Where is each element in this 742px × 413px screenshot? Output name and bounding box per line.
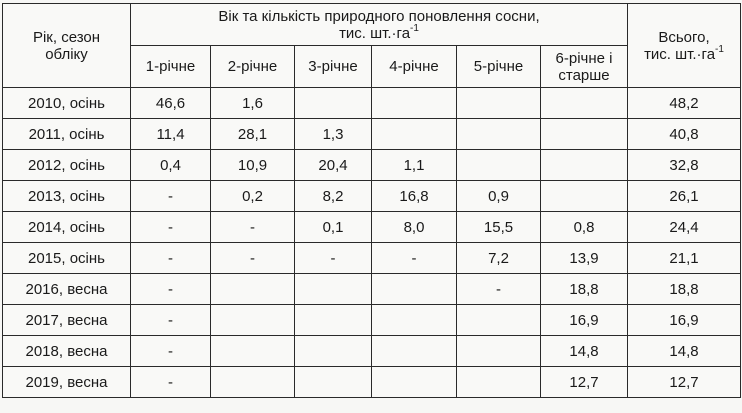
cell-age-4: - — [372, 243, 457, 274]
cell-age-4 — [372, 367, 457, 398]
age-5-header: 5-річне — [457, 46, 541, 88]
row-year-season: 2014, осінь — [3, 212, 131, 243]
cell-age-4: 16,8 — [372, 181, 457, 212]
row-total: 26,1 — [628, 181, 741, 212]
row-total: 24,4 — [628, 212, 741, 243]
row-total: 18,8 — [628, 274, 741, 305]
cell-age-2: - — [211, 212, 295, 243]
row-year-season: 2015, осінь — [3, 243, 131, 274]
age-3-header: 3-річне — [295, 46, 372, 88]
cell-age-1: - — [131, 181, 211, 212]
cell-age-1: - — [131, 336, 211, 367]
cell-age-6: 16,9 — [541, 305, 628, 336]
row-total: 16,9 — [628, 305, 741, 336]
cell-age-4 — [372, 305, 457, 336]
cell-age-3 — [295, 336, 372, 367]
age-group-header-line-1: Вік та кількість природного поновлення сосни, — [218, 7, 540, 25]
cell-age-6 — [541, 181, 628, 212]
header-row-top — [3, 4, 741, 46]
row-year-season: 2010, осінь — [3, 88, 131, 119]
cell-age-6 — [541, 150, 628, 181]
age-6-header-line-1: 6-річне і — [555, 49, 613, 67]
table-row — [3, 212, 741, 243]
cell-age-5 — [457, 305, 541, 336]
row-total: 12,7 — [628, 367, 741, 398]
cell-age-1: - — [131, 212, 211, 243]
row-total: 14,8 — [628, 336, 741, 367]
table-row — [3, 305, 741, 336]
cell-age-1: - — [131, 305, 211, 336]
age-1-header: 1-річне — [131, 46, 211, 88]
cell-age-6: 18,8 — [541, 274, 628, 305]
cell-age-4 — [372, 274, 457, 305]
cell-age-1: - — [131, 367, 211, 398]
cell-age-6 — [541, 119, 628, 150]
cell-age-3 — [295, 274, 372, 305]
cell-age-3 — [295, 305, 372, 336]
row-total: 21,1 — [628, 243, 741, 274]
table-row — [3, 181, 741, 212]
cell-age-3: 20,4 — [295, 150, 372, 181]
row-year-season: 2013, осінь — [3, 181, 131, 212]
row-year-season: 2011, осінь — [3, 119, 131, 150]
cell-age-2: 10,9 — [211, 150, 295, 181]
cell-age-5 — [457, 88, 541, 119]
cell-age-2: - — [211, 243, 295, 274]
cell-age-3: 1,3 — [295, 119, 372, 150]
cell-age-5 — [457, 336, 541, 367]
cell-age-6: 14,8 — [541, 336, 628, 367]
row-total: 48,2 — [628, 88, 741, 119]
year-header-line-1: Рік, сезон — [32, 28, 101, 46]
cell-age-4: 8,0 — [372, 212, 457, 243]
cell-age-5 — [457, 150, 541, 181]
cell-age-6: 13,9 — [541, 243, 628, 274]
cell-age-1: - — [131, 274, 211, 305]
cell-age-4 — [372, 119, 457, 150]
year-season-header — [3, 4, 131, 88]
age-group-header-line-2: тис. $шт.\cdot га^{-1}$ — [339, 22, 419, 42]
cell-age-3: - — [295, 243, 372, 274]
cell-age-5: 7,2 — [457, 243, 541, 274]
age-6-header-line-2: старше — [558, 66, 610, 84]
row-total: 40,8 — [628, 119, 741, 150]
total-header — [628, 4, 741, 88]
cell-age-6 — [541, 88, 628, 119]
total-header-line-1: Всього, — [658, 28, 710, 46]
table-row — [3, 243, 741, 274]
row-year-season: 2012, осінь — [3, 150, 131, 181]
age-group-header — [131, 4, 628, 46]
cell-age-4 — [372, 336, 457, 367]
cell-age-1: - — [131, 243, 211, 274]
row-year-season: 2017, весна — [3, 305, 131, 336]
cell-age-2 — [211, 367, 295, 398]
age-2-header: 2-річне — [211, 46, 295, 88]
cell-age-5 — [457, 119, 541, 150]
cell-age-1: 0,4 — [131, 150, 211, 181]
cell-age-3 — [295, 88, 372, 119]
cell-age-2: 28,1 — [211, 119, 295, 150]
cell-age-2 — [211, 336, 295, 367]
cell-age-6: 12,7 — [541, 367, 628, 398]
table-row — [3, 367, 741, 398]
cell-age-4 — [372, 88, 457, 119]
row-year-season: 2018, весна — [3, 336, 131, 367]
cell-age-4: 1,1 — [372, 150, 457, 181]
cell-age-2: 1,6 — [211, 88, 295, 119]
age-6-plus-header — [541, 46, 628, 88]
cell-age-2 — [211, 274, 295, 305]
table-row — [3, 274, 741, 305]
row-total: 32,8 — [628, 150, 741, 181]
total-header-line-2: тис. $шт.\cdot га^{-1}$ — [644, 43, 724, 63]
cell-age-5: - — [457, 274, 541, 305]
cell-age-2: 0,2 — [211, 181, 295, 212]
row-year-season: 2016, весна — [3, 274, 131, 305]
cell-age-3: 8,2 — [295, 181, 372, 212]
table-row — [3, 150, 741, 181]
row-year-season: 2019, весна — [3, 367, 131, 398]
cell-age-6: 0,8 — [541, 212, 628, 243]
cell-age-2 — [211, 305, 295, 336]
table-row — [3, 119, 741, 150]
cell-age-3 — [295, 367, 372, 398]
cell-age-5: 15,5 — [457, 212, 541, 243]
cell-age-3: 0,1 — [295, 212, 372, 243]
table-row — [3, 336, 741, 367]
cell-age-1: 11,4 — [131, 119, 211, 150]
cell-age-5 — [457, 367, 541, 398]
year-header-line-2: обліку — [45, 45, 88, 63]
table-row — [3, 88, 741, 119]
cell-age-5: 0,9 — [457, 181, 541, 212]
age-4-header: 4-річне — [372, 46, 457, 88]
table-body — [3, 88, 741, 398]
pine-regeneration-table — [2, 3, 741, 398]
cell-age-1: 46,6 — [131, 88, 211, 119]
